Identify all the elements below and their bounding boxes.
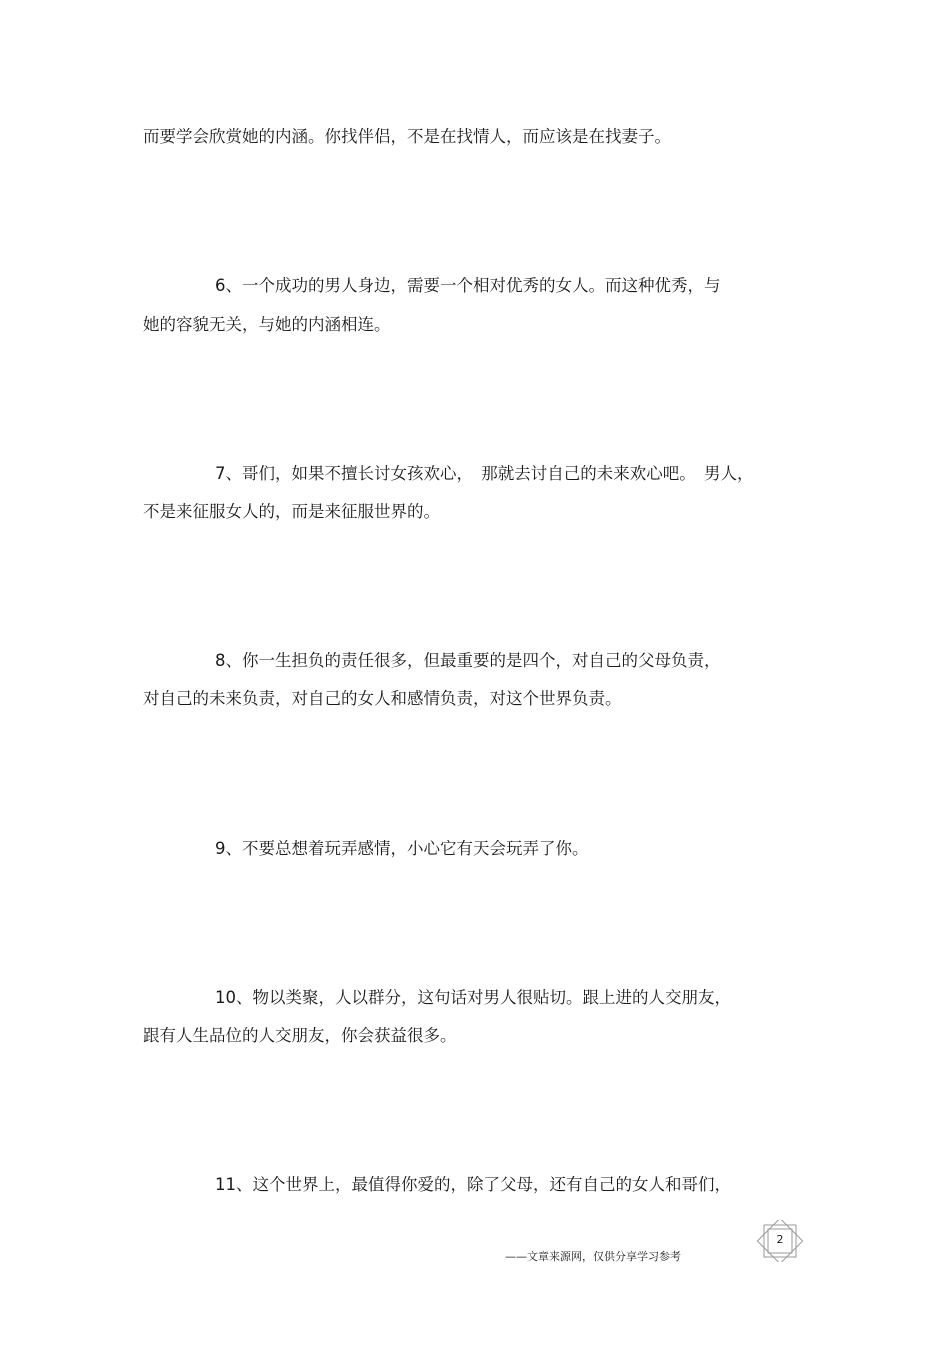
list-item-11-line-1: 11、这个世界上，最值得你爱的，除了父母，还有自己的女人和哥们， [215,1175,731,1194]
list-item-8-line-2: 对自己的未来负责，对自己的女人和感情负责，对这个世界负责。 [143,689,622,708]
list-item-7-line-1: 7、哥们，如果不擅长讨女孩欢心， 那就去讨自己的未来欢心吧。 男人， [215,464,754,483]
list-item-6-line-2: 她的容貌无关，与她的内涵相连。 [143,315,391,334]
list-item-8-line-1: 8、你一生担负的责任很多，但最重要的是四个，对自己的父母负责， [215,651,721,670]
page-number-badge [755,1220,805,1262]
footer-source-text: ——文章来源网，仅供分享学习参考 [505,1250,681,1263]
list-item-9-line-1: 9、不要总想着玩弄感情，小心它有天会玩弄了你。 [215,839,589,858]
list-item-7-line-2: 不是来征服女人的，而是来征服世界的。 [143,502,440,521]
list-item-10-line-1: 10、物以类聚，人以群分，这句话对男人很贴切。跟上进的人交朋友， [215,988,731,1007]
text-line: 而要学会欣赏她的内涵。你找伴侣，不是在找情人，而应该是在找妻子。 [143,127,671,146]
list-item-6-line-1: 6、一个成功的男人身边，需要一个相对优秀的女人。而这种优秀，与 [215,276,721,295]
page-number: 2 [776,1233,784,1246]
list-item-10-line-2: 跟有人生品位的人交朋友，你会获益很多。 [143,1026,457,1045]
